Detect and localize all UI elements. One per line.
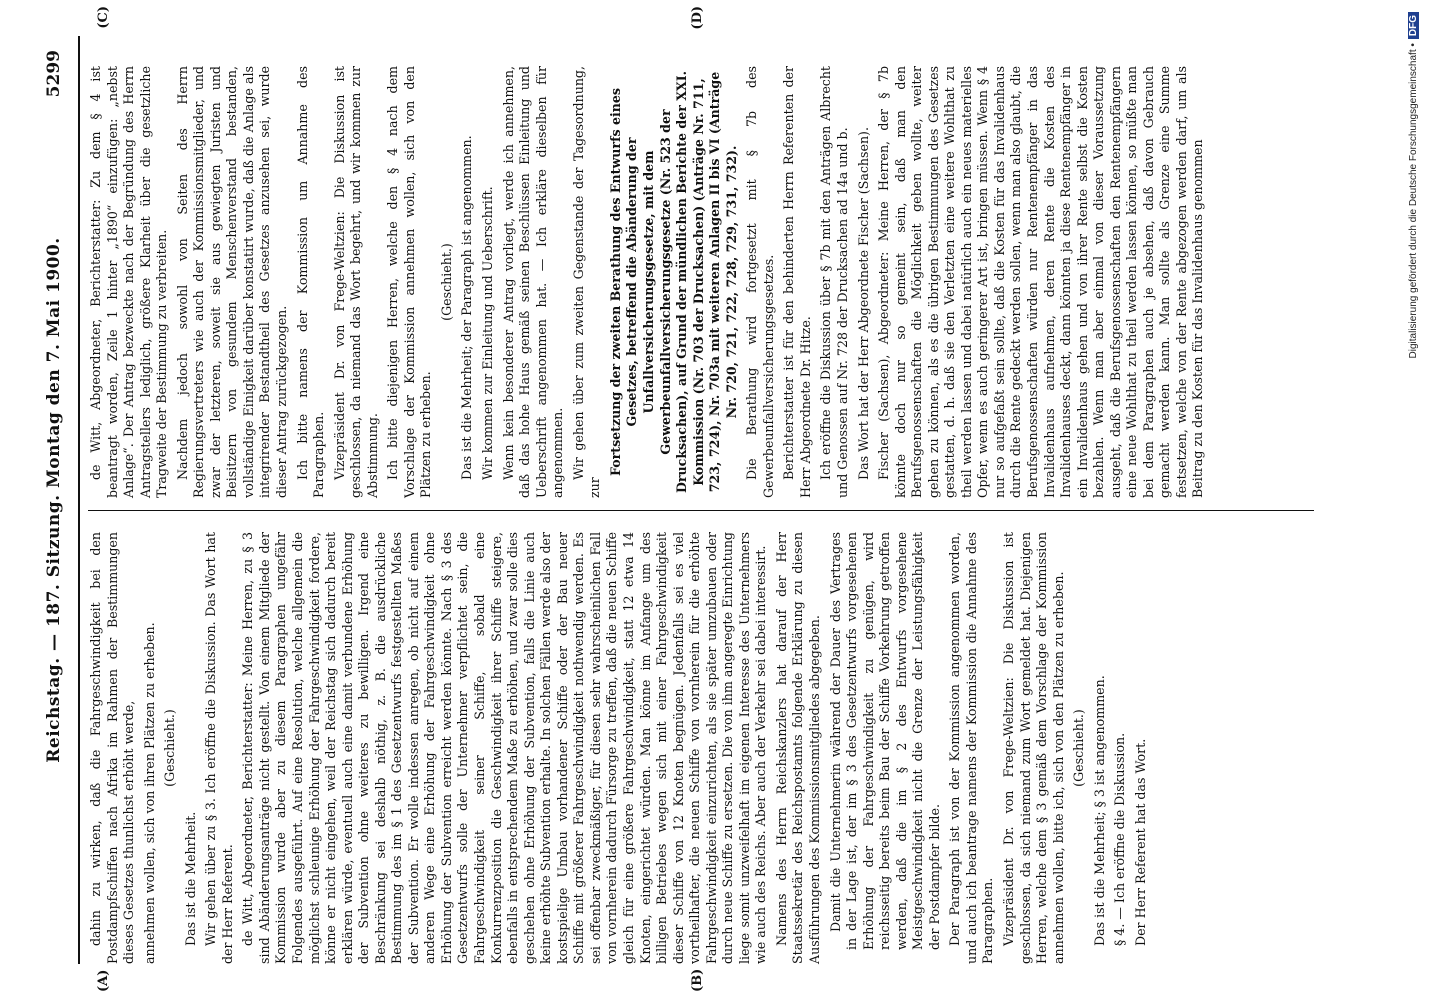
paragraph: dahin zu wirken, daß die Fahrgeschwindigkeit bei den Postdampfschiffen nach Afrika im Rahmen der Bestimmungen dieses Gesetzes thunlichst erhöht werde, — [88, 532, 137, 964]
speech-paragraph: de Witt, Abgeordneter, Berichterstatter: Meine Herren, zu § 3 sind Abänderungsanträge nicht gestellt. Von einem Mitgliede der Kommission wurde aber zu diesem Paragraphen ungefähr Folgendes ausgeführt. Auf eine Resolution, welche allgemein die möglichst schleunige Erhöhung der Fahrgeschwindigkeit fordere, könne er nicht eingehen, weil der Reichstag sich dadurch bereit erklären würde, eventuell auch eine damit verbundene Erhöhung der Subvention ohne weiteres zu bewilligen. Irgend eine Beschränkung sei deshalb nöthig, z. B. die ausdrückliche Bestimmung des im § 1 des Gesetzentwurfs festgestellten Maßes der Subvention. Er wolle indessen anregen, ob nicht auf einem anderen Wege eine Erhöhung der Fahrgeschwindigkeit ohne Erhöhung der Subvention erreicht werden könnte. Nach § 3 des Gesetzentwurfs solle der Unternehmer verpflichtet sein, die Fahrgeschwindigkeit seiner Schiffe, sobald eine Konkurrenzposition die Geschwindigkeit ihrer Schiffe steigere, ebenfalls in entsprechendem Maße zu erhöhen, und zwar solle dies geschehen ohne Erhöhung der Subvention, falls die Linie auch keine erhöhte Subvention erhalte. In solchen Fällen werde also der kostspielige Umbau vorhandener Schiffe oder der Bau neuer Schiffe mit größerer Fahrgeschwindigkeit nothwendig werden. Es sei offenbar zweckmäßiger, für diesen sehr wahrscheinlichen Fall von vornherein dadurch Fürsorge zu treffen, daß die neuen Schiffe gleich für eine größere Fahrgeschwindigkeit, statt 12 etwa 14 Knoten, eingerichtet würden. Man könne im Anfange um des billigen Betriebes wegen sich mit einer Fahrgeschwindigkeit dieser Schiffe von 12 Knoten begnügen. Jedenfalls sei es viel vortheilhafter, die neuen Schiffe von vornherein für die erhöhte Fahrgeschwindigkeit einzurichten, als sie später umzubauen oder durch neue Schiffe zu ersetzen. Die von ihm angeregte Einrichtung liege somit unzweifelhaft im eigenen Interesse des Unternehmers wie auch des Reichs. Aber auch der Verkehr sei dabei interessirt. — [240, 532, 769, 964]
paragraph: Der Herr Referent hat das Wort. — [1132, 738, 1148, 946]
credit-text: Digitalisierung gefördert durch die Deutsche Forschungsgemeinschaft • — [1408, 43, 1419, 359]
margin-marker-b: (B) — [690, 968, 705, 992]
margin-marker-d: (D) — [690, 6, 705, 30]
paragraph: Nachdem jedoch sowohl von Seiten des Herrn Regierungsvertreters wie auch der Kommissionsmitglieder, und zwar der letzteren, soweit sie aus gewiegten Juristen und Beisitzern von gesundem Menschenverstand bestanden, vollständige Einigkeit darüber konstatirt wurde, daß die Anlage als integrirender Bestandtheil des Gesetzes anzusehen sei, wurde dieser Antrag zurückgezogen. — [174, 66, 290, 498]
paragraph: Das ist die Mehrheit; der Paragraph ist angenommen. — [459, 135, 475, 480]
stage-direction: (Geschieht.) — [162, 709, 178, 787]
speech-paragraph: Fischer (Sachsen), Abgeordneter: Meine Herren, der § 7b könnte doch nur so gemeint sein, daß man den Berufsgenossenschaften die Möglichkeit geben wollte, weiter gehen zu können, als es die übrigen Bestimmungen des Gesetzes gestatten, d. h. daß sie den Verletzten eine weitere Wohlthat zu theil werden lassen und dabei natürlich auch ein neues materielles Opfer, wenn es auch geringerer Art ist, bringen müssen. Wenn § 4 nur so aufgefaßt sein sollte, daß die Kosten für das Invalidenhaus durch die Rente gedeckt werden sollen, wenn man also glaubt, die Berufsgenossenschaften würden nur Rentenempfänger in das Invalidenhaus aufnehmen, deren Rente die Kosten des Invalidenhauses deckt, dann könnten ja diese Rentenempfänger in ein Invalidenhaus gehen und von ihrer Rente selbst die Kosten bezahlen. Wenn man aber einmal von dieser Voraussetzung ausgeht, daß die Berufsgenossenschaften den Rentenempfängern eine neue Wohlthat zu theil werden lassen können, so müßte man bei dem Paragraphen auch je absehen, daß davon Gebrauch gemacht werden kann. Man sollte als Grenze eine Summe festsetzen, welche von der Rente abgezogen werden darf, um als Beitrag zu den Kosten für das Invalidenhaus genommen — [876, 66, 1206, 498]
paragraph: Ich bitte namens der Kommission um Annahme des Paragraphen. — [294, 66, 327, 498]
stage-direction: (Geschieht.) — [438, 243, 454, 321]
margin-marker-c: (C) — [96, 6, 111, 29]
paragraph: Die Berathung wird fortgesetzt mit § 7b des Gewerbeunfallversicherungsgesetzes. — [744, 66, 776, 498]
paragraph: Der Paragraph ist von der Kommission angenommen worden, und auch ich beantrage namens der Kommission die Annahme des Paragraphen. — [947, 532, 996, 964]
quoted-declaration: Damit die Unternehmerin während der Dauer des Vertrages in der Lage ist, der im § 3 des Gesetzentwurfs vorgesehenen Erhöhung der Fahrgeschwindigkeit zu genügen, wird reichsseitig bereits beim Bau der Schiffe Vorkehrung getroffen werden, daß die im § 2 des Entwurfs vorgesehene Meistgeschwindigkeit nicht die Grenze der Leistungsfähigkeit der Postdampfer bilde. — [827, 532, 942, 950]
header-rule — [78, 36, 80, 964]
page-number: 5299 — [44, 50, 64, 98]
right-column — [88, 66, 1211, 498]
paragraph: Berichterstatter ist für den behinderten Herrn Referenten der Herr Abgeordnete Dr. Hitze. — [781, 66, 813, 498]
paragraph: Wir gehen über zum zweiten Gegenstande der Tagesordnung, zur — [570, 66, 603, 498]
speech-paragraph: Vizepräsident Dr. von Frege-Weltzien: Die Diskussion ist geschlossen, da niemand das Wort begehrt, und wir kommen zur Abstimmung. — [331, 66, 380, 498]
stage-direction: (Geschieht.) — [1071, 709, 1087, 787]
left-column — [88, 532, 1153, 964]
page-header — [44, 36, 74, 964]
page-title: Reichstag. — 187. Sitzung. Montag den 7. Mai 1900. — [44, 237, 64, 763]
agenda-item: Fortsetzung der zweiten Berathung des Entwurfs eines Gesetzes, betreffend die Abänderung der Unfallversicherungsgesetze, mit dem Gewerbeunfallversicherungsgesetze (Nr. 523 der Drucksachen), auf Grund der mündlichen Berichte der XXI. Kommission (Nr. 703 der Drucksachen) (Anträge Nr. 711, 723, 724), Nr. 703a mit weiteren Anlagen II bis VI (Anträge Nr. 720, 721, 722, 728, 729, 731, 732). — [607, 70, 739, 494]
margin-marker-a: (A) — [96, 969, 111, 992]
paragraph: § 4. — Ich eröffne die Diskussion. — [1112, 732, 1128, 946]
paragraph: Wir kommen zur Einleitung und Ueberschrift. — [480, 186, 496, 480]
paragraph: Namens des Herrn Reichskanzlers hat darauf der Herr Staatssekretär des Reichspostamts folgende Erklärung zu diesen Ausführungen des Kommissionsmitgliedes abgegeben. — [773, 532, 822, 964]
paragraph: annehmen wollen, sich von ihren Plätzen zu erheben. — [141, 622, 157, 964]
speech-paragraph: de Witt, Abgeordneter, Berichterstatter: Zu dem § 4 ist beantragt worden, Zeile 1 hinter „1890“ einzufügen: „nebst Anlage“. Der Antrag bezweckte nach der Begründung des Herrn Antragstellers lediglich, größere Klarheit über die gesetzliche Tragweite der Bestimmung zu verbreiten. — [88, 66, 170, 498]
paragraph: Das Wort hat der Herr Abgeordnete Fischer (Sachsen). — [855, 127, 871, 480]
paragraph: Ich bitte diejenigen Herren, welche den § 4 nach dem Vorschlage der Kommission annehmen wollen, sich von den Plätzen zu erheben. — [385, 66, 434, 498]
speech-paragraph: Vizepräsident Dr. von Frege-Weltzien: Die Diskussion ist geschlossen, da sich niemand zum Wort gemeldet hat. Diejenigen Herren, welche dem § 3 gemäß dem Vorschlage der Kommission annehmen wollen, bitte ich, sich von den Plätzen zu erheben. — [1000, 532, 1066, 964]
paragraph: Ich eröffne die Diskussion über § 7b mit den Anträgen Albrecht und Genossen auf Nr. 728 der Drucksachen ad 14a und b. — [818, 66, 850, 498]
digitization-credit — [1408, 0, 1419, 1000]
paragraph: Wir gehen über zu § 3. Ich eröffne die Diskussion. Das Wort hat der Herr Referent. — [203, 532, 235, 964]
paragraph: Das ist die Mehrheit. — [182, 811, 198, 946]
column-divider — [88, 510, 1314, 511]
paragraph: Wenn kein besonderer Antrag vorliegt, werde ich annehmen, daß das hohe Haus gemäß seinen Beschlüssen Einleitung und Ueberschrift angenommen hat. — Ich erkläre dieselben für angenommen. — [500, 66, 566, 498]
paragraph: Das ist die Mehrheit; § 3 ist angenommen. — [1091, 675, 1107, 946]
dfg-logo: DFG — [1408, 12, 1419, 39]
